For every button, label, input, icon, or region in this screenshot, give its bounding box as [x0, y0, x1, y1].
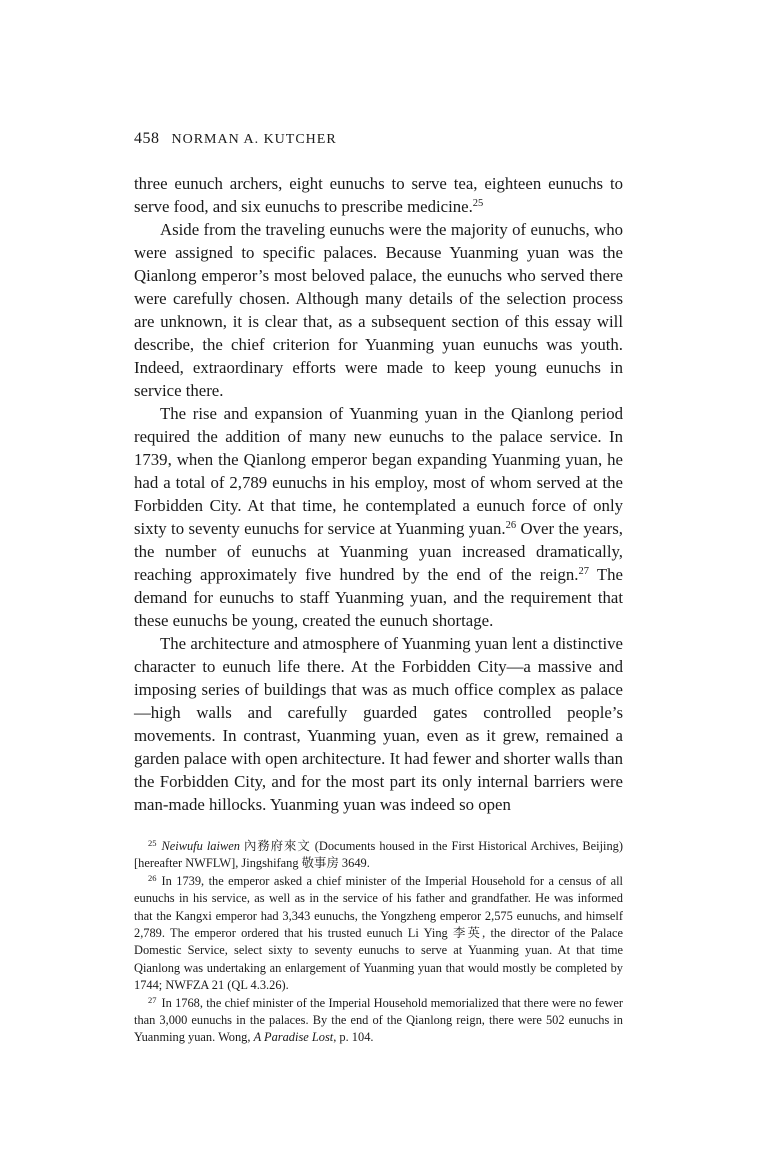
footnote-title: Neiwufu laiwen	[161, 839, 240, 853]
paragraph-text: The architecture and atmosphere of Yuanming yuan lent a distinctive character to eunuch life there. At the Forbidden City—a massive and imposing series of buildings that was as much office complex as palace—high walls and carefully guarded gates controlled people’s movements. In contrast, Yuanming yuan, even as it grew, remained a garden palace with open architecture. It had fewer and shorter walls than the Forbidden City, and for the most part its only internal barriers were man-made hillocks. Yuanming yuan was indeed so open	[134, 634, 623, 814]
footnote-text: In 1768, the chief minister of the Imperial Household memorialized that there were no fewer than 3,000 eunuchs in the palaces. By the end of the Qianlong reign, there were 502 eunuchs in Yuanming yuan. Wong,	[134, 995, 623, 1045]
footnote-number: 27	[148, 994, 157, 1005]
paragraph	[134, 218, 623, 402]
paragraph	[134, 172, 623, 218]
paragraph-text: three eunuch archers, eight eunuchs to serve tea, eighteen eunuchs to serve food, and six eunuchs to prescribe medicine.	[134, 174, 623, 216]
paragraph	[134, 632, 623, 816]
footnote-number: 25	[148, 838, 157, 848]
footnote-text: , p. 104.	[333, 1030, 374, 1045]
paragraph-text: The demand for eunuchs to staff Yuanming yuan, and the requirement that these eunuchs be young, created the eunuch shortage.	[134, 565, 623, 630]
footnote-reference[interactable]: 25	[472, 198, 484, 209]
footnote	[134, 873, 623, 995]
footnotes	[134, 838, 623, 1047]
page-number: 458	[134, 130, 160, 147]
running-head	[134, 130, 337, 148]
main-text	[134, 172, 623, 816]
footnote-text: 內務府來文 (Documents housed in the First Historical Archives, Beijing) [hereafter NWFLW], Jingshifang 敬事房 3649.	[134, 839, 623, 871]
footnote	[134, 995, 623, 1047]
footnote-title: A Paradise Lost	[253, 1030, 334, 1045]
footnote-reference[interactable]: 27	[578, 566, 589, 577]
footnote-number: 26	[148, 872, 157, 883]
paragraph-text: The rise and expansion of Yuanming yuan in the Qianlong period required the addition of many new eunuchs to the palace service. In 1739, when the Qianlong emperor began expanding Yuanming yuan, he had a total of 2,789 eunuchs in his employ, most of whom served at the Forbidden City. At that time, he contemplated a eunuch force of only sixty to seventy eunuchs for service at Yuanming yuan.	[134, 404, 623, 538]
author-name: NORMAN A. KUTCHER	[171, 132, 337, 147]
paragraph	[134, 402, 623, 632]
footnote-reference[interactable]: 26	[505, 520, 517, 531]
footnote-text: In 1739, the emperor asked a chief minister of the Imperial Household for a census of all eunuchs in his service, as well as in the service of his father and grandfather. He was informed that the Kangxi emperor had 3,343 eunuchs, the Yongzheng emperor 2,575 eunuchs, and himself 2,789. The emperor ordered that his trusted eunuch Li Ying 李英, the director of the Palace Domestic Service, select sixty to seventy eunuchs to serve at Yuanming yuan. At that time Qianlong was undertaking an enlargement of Yuanming yuan that would mostly be completed by 1744; NWFZA 21 (QL 4.3.26).	[134, 873, 623, 993]
footnote	[134, 838, 623, 873]
paragraph-text: Over the years, the number of eunuchs at Yuanming yuan increased dramatically, reaching approximately five hundred by the end of the reign.	[134, 519, 623, 584]
paragraph-text: Aside from the traveling eunuchs were the majority of eunuchs, who were assigned to specific palaces. Because Yuanming yuan was the Qianlong emperor’s most beloved palace, the eunuchs who served there were carefully chosen. Although many details of the selection process are unknown, it is clear that, as a subsequent section of this essay will describe, the chief criterion for Yuanming yuan eunuchs was youth. Indeed, extraordinary efforts were made to keep young eunuchs in service there.	[134, 220, 623, 400]
